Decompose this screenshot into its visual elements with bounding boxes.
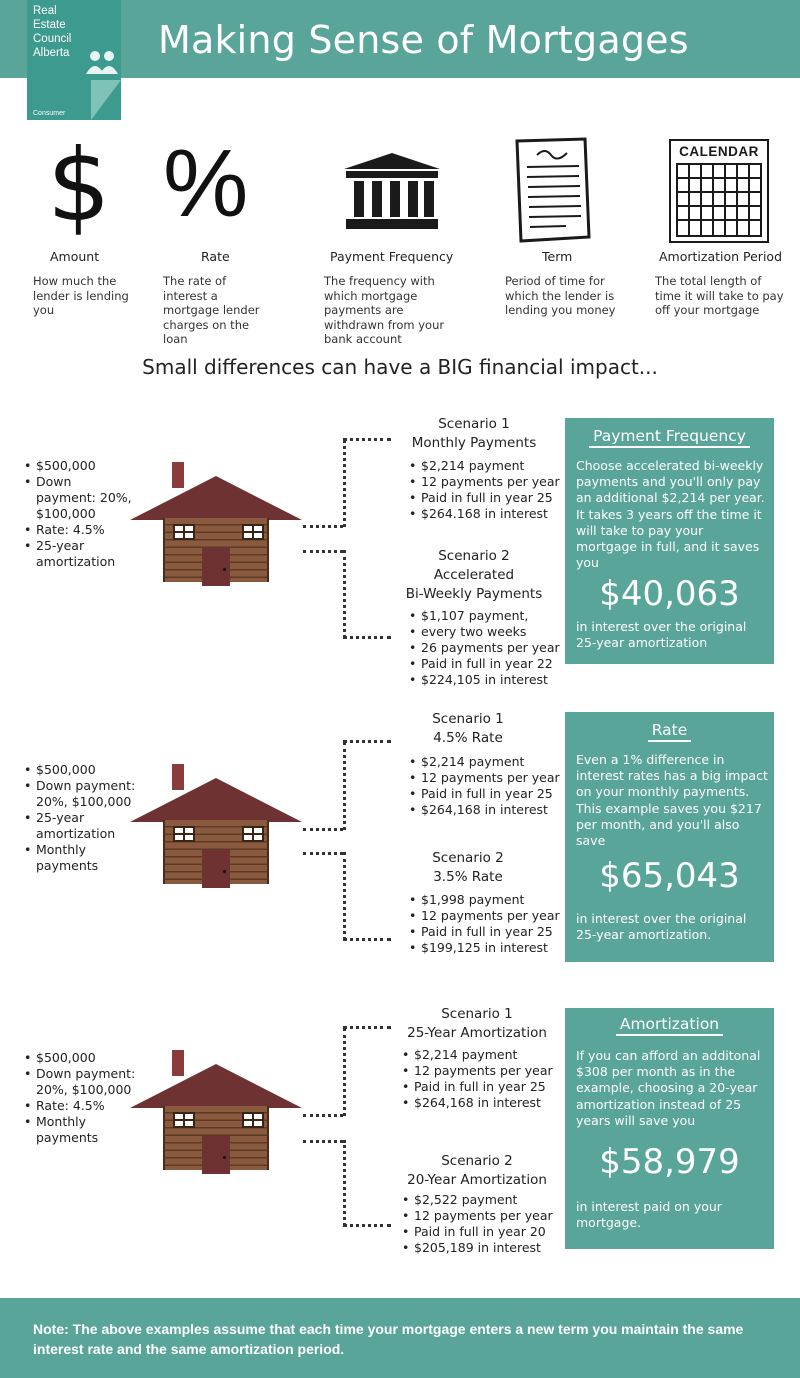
footer-note-banner [0, 1298, 800, 1378]
list-item: • $205,189 in interest [402, 1240, 562, 1256]
list-item: • 12 payments per year [409, 908, 564, 924]
list-item: • $2,522 payment [402, 1192, 562, 1208]
feature-desc: How much the lender is lending you [33, 274, 129, 317]
list-item: • Paid in full in year 25 [402, 1079, 562, 1095]
document-icon [511, 137, 593, 243]
scenario-details-list [402, 1047, 562, 1111]
feature-name: Term [542, 249, 573, 264]
scenario-title: Scenario 2 Accelerated Bi-Weekly Payments [405, 548, 543, 602]
list-item: • Paid in full in year 22 [409, 656, 564, 672]
feature-name: Rate [201, 249, 230, 264]
feature-name: Payment Frequency [330, 249, 454, 264]
connector-dots [303, 828, 343, 831]
list-item: • Down payment: 20%, $100,000 [24, 778, 139, 810]
panel-footnote: in interest over the original 25-year amortization. [576, 911, 747, 943]
page-title: Making Sense of Mortgages [158, 18, 689, 62]
connector-dots [303, 1140, 343, 1143]
feature-desc: The rate of interest a mortgage lender charges on the loan [163, 274, 260, 346]
reca-logo [27, 0, 121, 120]
connector-dots [343, 1028, 346, 1116]
house-details-list [24, 458, 132, 570]
logo-subtitle: Consumer [33, 110, 66, 117]
feature-desc: The frequency with which mortgage payments are withdrawn from your bank account [324, 274, 445, 346]
scenario-title: Scenario 1 4.5% Rate [432, 711, 504, 746]
panel-amortization [565, 1008, 774, 1249]
feature-name: Amortization Period [659, 249, 783, 264]
feature-payment-frequency [324, 135, 474, 347]
connector-dots [343, 550, 346, 638]
list-item: • Down payment: 20%, $100,000 [24, 1066, 139, 1098]
house-illustration [130, 1050, 306, 1175]
scenario-details-list [402, 1192, 562, 1256]
connector-dots [343, 1140, 346, 1226]
footer-note: Note: The above examples assume that each time your mortgage enters a new term you maintain the same interest rate and the same amortization period. [33, 1321, 744, 1357]
feature-amortization [655, 135, 790, 318]
feature-name: Amount [50, 249, 100, 264]
list-item: • $500,000 [24, 1050, 139, 1066]
panel-body: Choose accelerated bi-weekly payments and you'll only pay an additional $2,214 per year. It takes 3 years off the time it will take to pay your mortgage in full, and it saves you [576, 458, 765, 571]
list-item: • $2,214 payment [402, 1047, 562, 1063]
list-item: • $1,998 payment [409, 892, 564, 908]
list-item: • Down payment: 20%, $100,000 [24, 474, 132, 522]
list-item: • $199,125 in interest [409, 940, 564, 956]
list-item: • $264,168 in interest [402, 1095, 562, 1111]
panel-body: Even a 1% difference in interest rates has a big impact on your monthly payments. This example saves you $217 per month, and you'll also save [576, 752, 768, 849]
dollar-sign-icon: $ [47, 127, 111, 244]
list-item: • 12 payments per year [402, 1063, 562, 1079]
panel-rate [565, 712, 774, 962]
list-item: • every two weeks [409, 624, 564, 640]
list-item: • $500,000 [24, 762, 139, 778]
section-subheading: Small differences can have a BIG financial impact... [142, 355, 658, 379]
list-item: • 25-year amortization [24, 810, 139, 842]
connector-dots [343, 1026, 391, 1029]
list-item: • Paid in full in year 25 [409, 490, 564, 506]
list-item: • Paid in full in year 20 [402, 1224, 562, 1240]
list-item: • $2,214 payment [409, 754, 564, 770]
feature-term [505, 135, 645, 318]
connector-dots [343, 636, 391, 639]
list-item: • $264.168 in interest [409, 506, 564, 522]
list-item: • Rate: 4.5% [24, 1098, 139, 1114]
house-details-list [24, 1050, 139, 1146]
list-item: • 12 payments per year [409, 770, 564, 786]
scenario-title: Scenario 2 20-Year Amortization [407, 1153, 547, 1188]
panel-title: Rate [565, 721, 774, 739]
list-item: • Rate: 4.5% [24, 522, 132, 538]
panel-savings-amount: $58,979 [599, 1142, 740, 1182]
scenario-details-list [409, 458, 564, 522]
connector-dots [343, 1224, 391, 1227]
list-item: • 25-year amortization [24, 538, 132, 570]
calendar-label: CALENDAR [679, 144, 759, 159]
list-item: • $1,107 payment, [409, 608, 564, 624]
feature-desc: Period of time for which the lender is lending you money [505, 274, 616, 317]
calendar-icon [669, 139, 769, 243]
connector-dots [303, 550, 343, 553]
list-item: • 12 payments per year [402, 1208, 562, 1224]
panel-title: Payment Frequency [565, 427, 774, 445]
panel-title: Amortization [565, 1015, 774, 1033]
list-item: • $264,168 in interest [409, 802, 564, 818]
connector-dots [343, 440, 346, 527]
bank-building-icon [342, 153, 442, 231]
list-item: • Paid in full in year 25 [409, 786, 564, 802]
house-illustration [130, 764, 306, 889]
feature-desc: The total length of time it will take to pay off your mortgage [655, 274, 784, 317]
panel-savings-amount: $40,063 [599, 574, 740, 614]
feature-amount [33, 127, 173, 318]
list-item: • Monthly payments [24, 842, 139, 874]
list-item: • $224,105 in interest [409, 672, 564, 688]
list-item: • Paid in full in year 25 [409, 924, 564, 940]
connector-dots [343, 938, 391, 941]
connector-dots [303, 1114, 343, 1117]
house-illustration [130, 462, 306, 587]
connector-dots [343, 438, 391, 441]
people-icon [85, 50, 119, 74]
panel-savings-amount: $65,043 [599, 856, 740, 896]
list-item: • $500,000 [24, 458, 132, 474]
scenario-title: Scenario 2 3.5% Rate [432, 850, 504, 885]
house-details-list [24, 762, 139, 874]
connector-dots [303, 525, 343, 528]
panel-body: If you can afford an additonal $308 per month as in the example, choosing a 20-year amortization instead of 25 years will save you [576, 1048, 761, 1128]
panel-footnote: in interest over the original 25-year amortization [576, 619, 747, 651]
feature-rate [163, 130, 303, 347]
list-item: • 26 payments per year [409, 640, 564, 656]
scenario-details-list [409, 892, 564, 956]
scenario-title: Scenario 1 25-Year Amortization [407, 1006, 547, 1041]
panel-payment-frequency [565, 418, 774, 664]
list-item: • $2,214 payment [409, 458, 564, 474]
scenario-details-list [409, 608, 564, 688]
scenario-details-list [409, 754, 564, 818]
percent-icon: % [163, 130, 249, 237]
connector-dots [343, 852, 346, 940]
connector-dots [343, 742, 346, 830]
logo-text: Real Estate Council Alberta [33, 5, 72, 59]
scenario-title: Scenario 1 Monthly Payments [411, 416, 537, 451]
list-item: • Monthly payments [24, 1114, 139, 1146]
connector-dots [303, 852, 343, 855]
connector-dots [343, 740, 391, 743]
panel-footnote: in interest paid on your mortgage. [576, 1199, 722, 1231]
list-item: • 12 payments per year [409, 474, 564, 490]
